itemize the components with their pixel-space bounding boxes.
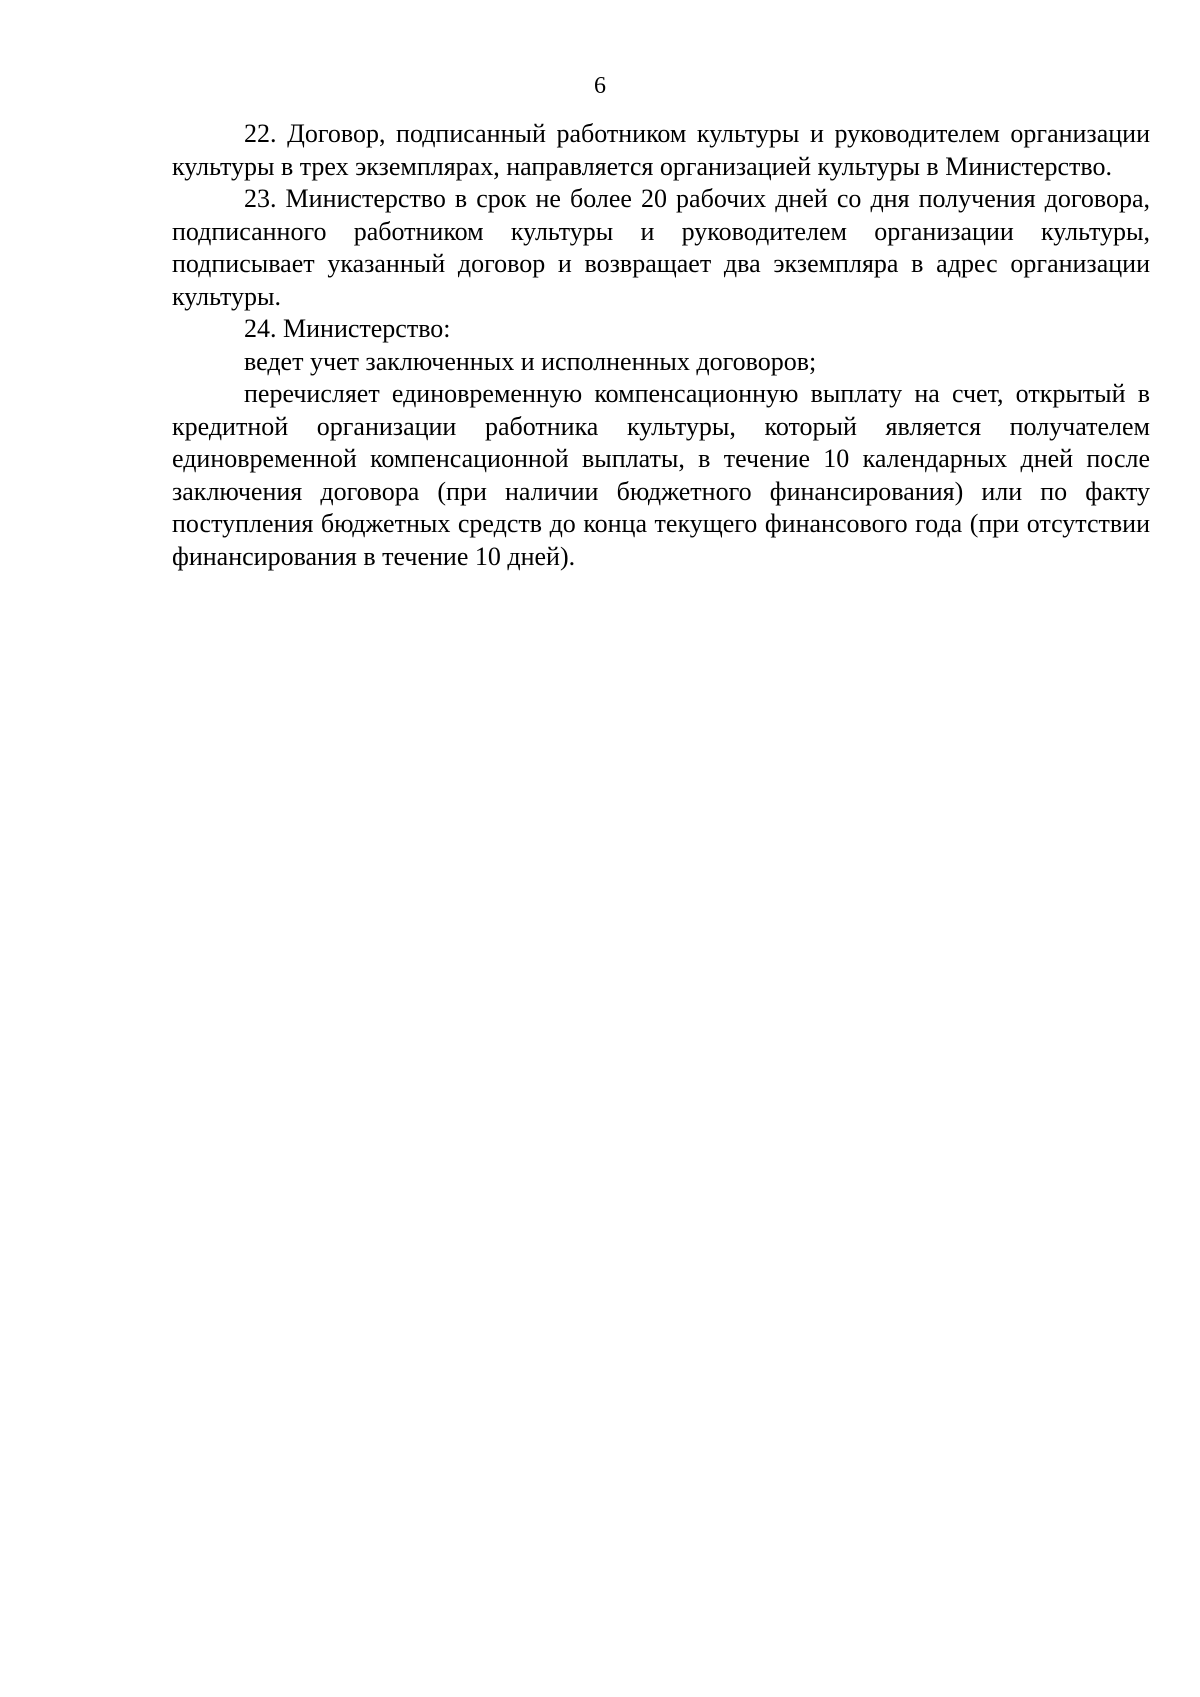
paragraph-24-heading: 24. Министерство: <box>244 314 451 343</box>
paragraph-22: 22. Договор, подписанный работником культуры и руководителем организации культуры в трех экземплярах, направляется организацией культуры в Министерство. <box>172 119 1150 181</box>
document-body <box>172 118 1150 573</box>
paragraph-24-item-records: ведет учет заключенных и исполненных договоров; <box>244 346 817 376</box>
paragraph-23: 23. Министерство в срок не более 20 рабочих дней со дня получения договора, подписанного работником культуры и руководителем организации культуры, подписывает указанный договор и возвращает два экземпляра в адрес организации культуры. <box>172 184 1150 311</box>
page-number: 6 <box>594 73 606 99</box>
paragraph-24-item-payment: перечисляет единовременную компенсационную выплату на счет, открытый в кредитной организации работника культуры, который является получателем единовременной компенсационной выплаты, в течение 10 календарных дней после заключения договора (при наличии бюджетного финансирования) или по факту поступления бюджетных средств до конца текущего финансового года (при отсутствии финансирования в течение 10 дней). <box>172 379 1150 571</box>
